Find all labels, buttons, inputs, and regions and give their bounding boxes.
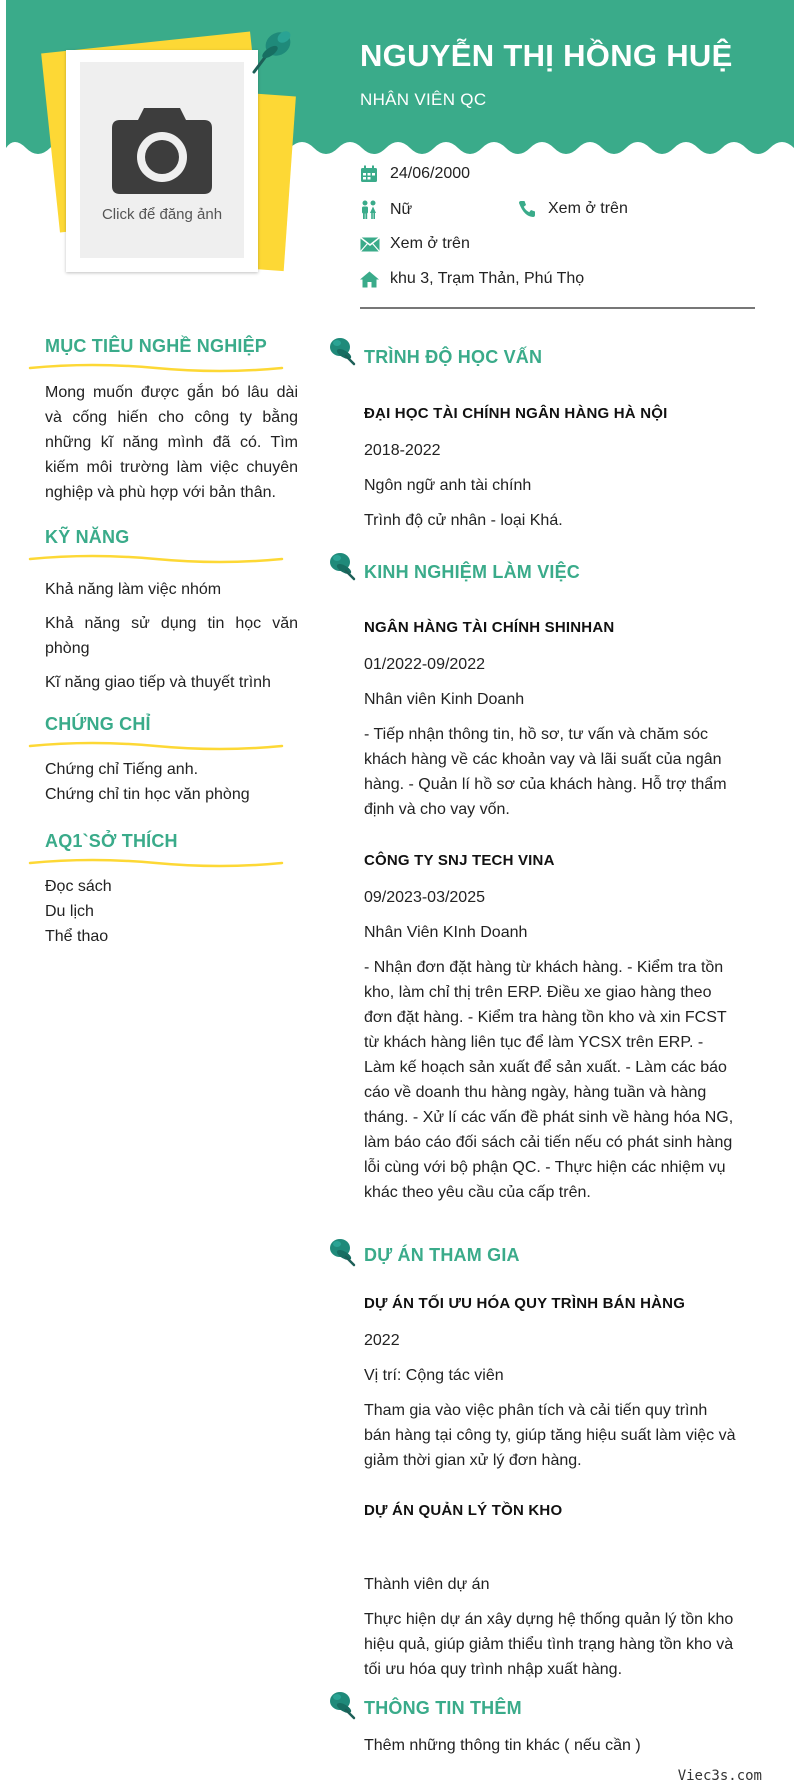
experience-description: - Nhận đơn đặt hàng từ khách hàng. - Kiểm tra tồn kho, làm chỉ thị trên ERP. Điều xe giao hàng theo đơn đặt hàng. - Kiểm tra hàng tồn kho và xin FCST từ khách hàng liên tục để làm YCSX trên ERP. - Làm kế hoạch sản xuất để sản xuất. - Làm các báo cáo về doanh thu hàng ngày, hàng tuần và hàng tháng. - Xử lí các vấn đề phát sinh về hàng hóa NG, làm báo cáo đối sách cải tiến nếu có phát sinh hàng lỗi cùng với bộ phận QC. - Thực hiện các nhiệm vụ khác theo yêu cầu của cấp trên. <box>364 959 734 1201</box>
experience-company: NGÂN HÀNG TÀI CHÍNH SHINHAN <box>364 619 615 636</box>
project-role: Thành viên dự án <box>364 1576 490 1593</box>
contact-phone <box>518 200 628 218</box>
certificates-underline <box>28 740 284 752</box>
address-value: khu 3, Trạm Thản, Phú Thọ <box>390 270 585 287</box>
education-major: Ngôn ngữ anh tài chính <box>364 477 532 494</box>
education-degree: Trình độ cử nhân - loại Khá. <box>364 512 563 529</box>
additional-text: Thêm những thông tin khác ( nếu cần ) <box>364 1737 641 1754</box>
gender-value: Nữ <box>390 201 413 218</box>
envelope-icon <box>360 237 386 252</box>
pushpin-icon <box>328 551 356 581</box>
birthday-value: 24/06/2000 <box>390 165 471 182</box>
skill-item: Khả năng làm việc nhóm <box>45 581 222 598</box>
hobbies-heading: AQ1`SỞ THÍCH <box>45 831 178 851</box>
pushpin-icon <box>328 1237 356 1267</box>
skill-item: Khả năng sử dụng tin học văn phòng <box>45 615 298 657</box>
education-heading: TRÌNH ĐỘ HỌC VẤN <box>364 347 543 367</box>
pushpin-icon <box>328 1690 356 1720</box>
contact-gender <box>360 200 412 220</box>
objective-text: Mong muốn được gắn bó lâu dài và cống hiến cho công ty bằng những kĩ năng mình đã có. Tìm kiếm môi trường làm việc chuyên nghiệp và phù hợp với bản thân. <box>45 384 298 501</box>
phone-value: Xem ở trên <box>548 200 628 217</box>
contact-birthday <box>360 165 470 183</box>
camera-icon <box>110 104 214 196</box>
experience-heading: KINH NGHIỆM LÀM VIỆC <box>364 562 581 582</box>
certificate-item: Chứng chỉ tin học văn phòng <box>45 786 250 803</box>
experience-company: CÔNG TY SNJ TECH VINA <box>364 852 555 869</box>
pushpin-icon <box>248 26 296 78</box>
experience-period: 01/2022-09/2022 <box>364 656 485 673</box>
experience-description: - Tiếp nhận thông tin, hồ sơ, tư vấn và chăm sóc khách hàng về các khoản vay và lãi suất của ngân hàng. - Quản lí hồ sơ của khách hàng. Hỗ trợ thẩm định và cho vay vốn. <box>364 726 727 818</box>
phone-icon <box>518 200 544 218</box>
project-name: DỰ ÁN QUẢN LÝ TỒN KHO <box>364 1502 563 1519</box>
email-value: Xem ở trên <box>390 235 470 252</box>
calendar-icon <box>360 165 386 183</box>
contact-email <box>360 235 470 253</box>
certificate-item: Chứng chỉ Tiếng anh. <box>45 761 199 778</box>
experience-role: Nhân viên Kinh Doanh <box>364 691 525 708</box>
skill-item: Kĩ năng giao tiếp và thuyết trình <box>45 674 271 691</box>
experience-role: Nhân Viên KInh Doanh <box>364 924 528 941</box>
candidate-position: NHÂN VIÊN QC <box>360 90 487 109</box>
hobbies-underline <box>28 857 284 869</box>
education-period: 2018-2022 <box>364 442 441 459</box>
project-description: Thực hiện dự án xây dựng hệ thống quản lý tồn kho hiệu quả, giúp giảm thiểu tình trạng hàng tồn kho và tối ưu hóa quy trình nhập xuất hàng. <box>364 1611 734 1678</box>
project-role: Vị trí: Cộng tác viên <box>364 1367 504 1384</box>
home-icon <box>360 271 386 288</box>
photo-caption: Click để đăng ảnh <box>101 205 223 223</box>
certificates-heading: CHỨNG CHỈ <box>45 714 151 734</box>
contact-address <box>360 270 584 288</box>
projects-heading: DỰ ÁN THAM GIA <box>364 1245 520 1265</box>
project-description: Tham gia vào việc phân tích và cải tiến quy trình bán hàng tại công ty, giúp tăng hiệu suất làm việc và giảm thời gian xử lý đơn hàng. <box>364 1402 736 1469</box>
experience-period: 09/2023-03/2025 <box>364 889 485 906</box>
photo-upload-card[interactable] <box>66 50 258 272</box>
hobby-item: Du lịch <box>45 903 94 920</box>
skills-underline <box>28 553 284 565</box>
project-year: 2022 <box>364 1332 400 1349</box>
objective-underline <box>28 362 284 374</box>
additional-heading: THÔNG TIN THÊM <box>364 1698 522 1718</box>
contact-divider <box>360 307 755 309</box>
watermark: Viec3s.com <box>677 1768 762 1784</box>
photo-placeholder[interactable] <box>80 62 244 258</box>
objective-heading: MỤC TIÊU NGHỀ NGHIỆP <box>45 336 268 356</box>
gender-icon <box>360 200 386 220</box>
project-name: DỰ ÁN TỐI ƯU HÓA QUY TRÌNH BÁN HÀNG <box>364 1295 686 1312</box>
education-school: ĐẠI HỌC TÀI CHÍNH NGÂN HÀNG HÀ NỘI <box>364 405 668 422</box>
pushpin-icon <box>328 336 356 366</box>
hobby-item: Đọc sách <box>45 878 112 895</box>
skills-heading: KỸ NĂNG <box>45 527 130 547</box>
photo-area <box>40 30 300 290</box>
hobby-item: Thể thao <box>45 928 109 945</box>
candidate-name: NGUYỄN THỊ HỒNG HUỆ <box>360 38 733 73</box>
